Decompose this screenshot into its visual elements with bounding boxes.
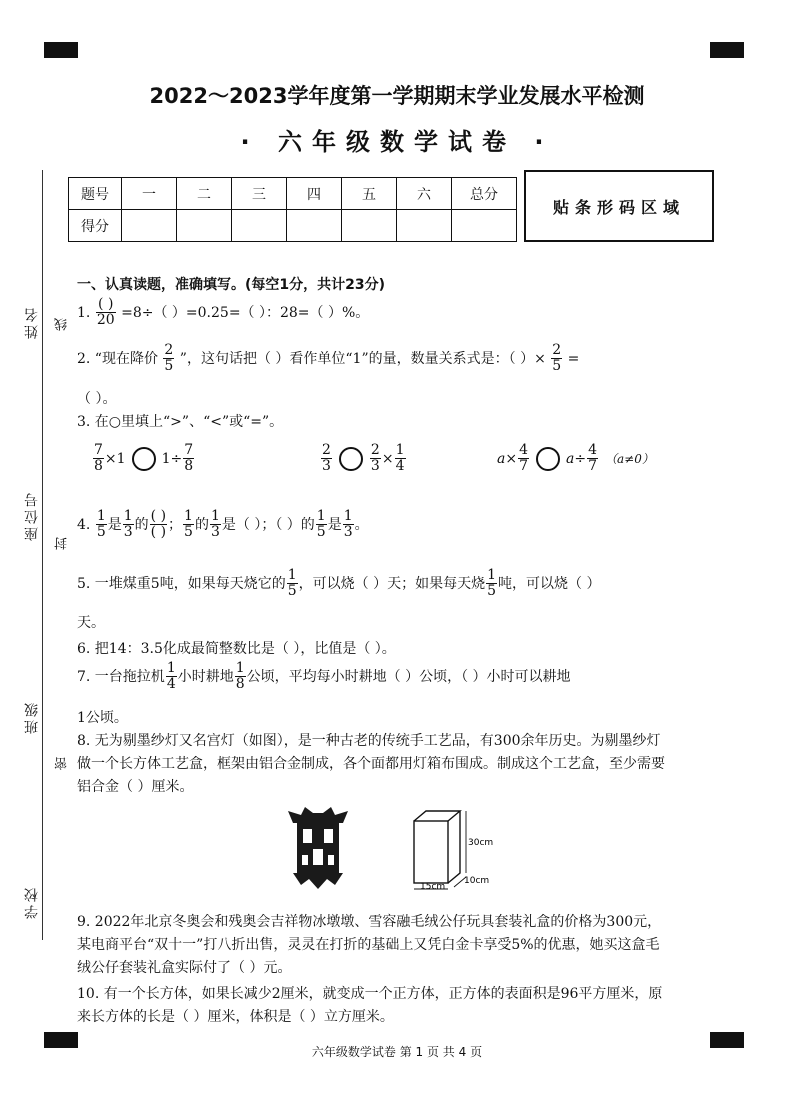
score-cell-blank[interactable] bbox=[397, 210, 452, 242]
q4-fraction bbox=[343, 509, 354, 541]
exam-title: 2022～2023学年度第一学期期末学业发展水平检测 bbox=[149, 84, 645, 108]
question-8-line-3: 铝合金（ ）厘米。 bbox=[77, 779, 194, 795]
fraction-numerator: 4 bbox=[588, 442, 597, 458]
fraction-denominator: 5 bbox=[184, 524, 193, 541]
fraction-numerator: 2 bbox=[552, 342, 562, 358]
q3-operator: a× bbox=[497, 450, 518, 467]
q2-fraction-1 bbox=[163, 343, 174, 375]
q4-fraction bbox=[210, 509, 221, 541]
score-cell-header: 三 bbox=[232, 178, 287, 210]
compare-circle[interactable] bbox=[132, 447, 156, 471]
question-10-line-2: 来长方体的长是（ ）厘米，体积是（ ）立方厘米。 bbox=[77, 1009, 394, 1025]
fraction-numerator: 1 bbox=[210, 508, 220, 524]
q3-operator: a÷ bbox=[566, 450, 587, 467]
score-table-header-row bbox=[69, 178, 517, 210]
question-5-cont: 天。 bbox=[77, 615, 105, 631]
q4-answer-fraction[interactable] bbox=[150, 509, 167, 541]
question-2 bbox=[77, 343, 579, 375]
q5-fraction-1 bbox=[287, 568, 298, 600]
q3-expression-2 bbox=[320, 443, 407, 475]
fraction-numerator: 1 bbox=[287, 567, 297, 583]
fraction-numerator: 1 bbox=[184, 508, 193, 524]
q5-fraction-2 bbox=[486, 568, 497, 600]
q3-fraction bbox=[395, 443, 406, 475]
fraction-numerator: 1 bbox=[316, 508, 326, 524]
score-cell-blank[interactable] bbox=[287, 210, 342, 242]
score-table bbox=[68, 177, 517, 242]
box-length-label: 15cm bbox=[420, 882, 446, 891]
q4-fraction bbox=[96, 509, 107, 541]
question-9-line-1: 9. 2022年北京冬奥会和残奥会吉祥物冰墩墩、雪容融毛绒公仔玩具套装礼盒的价格为300元， bbox=[77, 914, 662, 930]
side-mark-line: 线 bbox=[55, 318, 70, 331]
fraction-denominator: 20 bbox=[96, 312, 115, 329]
fraction-denominator: 8 bbox=[94, 458, 103, 475]
q1-text: =8÷（ ）=0.25=（ ）：28=（ ）%。 bbox=[121, 304, 370, 321]
side-label-seat: 座位号 bbox=[24, 490, 40, 541]
question-2-cont: （ ）。 bbox=[77, 391, 117, 407]
q4-text: 的 bbox=[194, 516, 209, 533]
q3-fraction bbox=[370, 443, 381, 475]
question-7 bbox=[77, 661, 571, 693]
box-width-label: 10cm bbox=[464, 876, 490, 886]
box-height-label: 30cm bbox=[468, 838, 494, 848]
lantern-image bbox=[283, 805, 353, 891]
score-cell-blank[interactable] bbox=[452, 210, 517, 242]
q5-text-a: 5. 一堆煤重5吨，如果每天烧它的 bbox=[77, 575, 286, 592]
q1-number: 1. bbox=[77, 304, 91, 321]
q3-operator: ×1 bbox=[104, 450, 126, 467]
question-10-line-1: 10. 有一个长方体，如果长减少2厘米，就变成一个正方体，正方体的表面积是96平方厘米，原 bbox=[77, 986, 663, 1002]
q4-fraction bbox=[316, 509, 327, 541]
q7-fraction-1 bbox=[166, 661, 177, 693]
q3-expression-3 bbox=[497, 443, 654, 475]
q5-text-b: ，可以烧（ ）天；如果每天烧 bbox=[298, 575, 486, 592]
fraction-numerator: 1 bbox=[166, 660, 176, 676]
score-cell-header: 二 bbox=[177, 178, 232, 210]
section-heading: 一、认真读题，准确填写。(每空1分，共计23分) bbox=[77, 277, 386, 293]
page-footer: 六年级数学试卷 第 1 页 共 4 页 bbox=[311, 1045, 483, 1059]
q3-operator: 1÷ bbox=[161, 450, 183, 467]
q1-fraction bbox=[96, 297, 116, 329]
q4-text: 是（ ）；（ ）的 bbox=[221, 516, 315, 533]
q3-fraction bbox=[183, 443, 194, 475]
score-row-label: 得分 bbox=[69, 210, 122, 242]
fraction-denominator: 5 bbox=[552, 358, 562, 375]
fraction-numerator: 1 bbox=[395, 442, 405, 458]
fraction-denominator: 3 bbox=[123, 524, 133, 541]
q3-condition: （a≠0） bbox=[605, 451, 654, 466]
fraction-numerator: 7 bbox=[94, 442, 103, 458]
side-label-school: 学校 bbox=[24, 885, 40, 919]
side-label-name: 姓名 bbox=[24, 305, 40, 339]
q4-text: 是 bbox=[107, 516, 122, 533]
q3-fraction bbox=[587, 443, 598, 475]
fraction-numerator: 1 bbox=[235, 660, 245, 676]
question-5 bbox=[77, 568, 600, 600]
score-cell-header: 五 bbox=[342, 178, 397, 210]
fraction-denominator: 4 bbox=[166, 676, 176, 693]
score-cell-header: 总分 bbox=[452, 178, 517, 210]
q7-fraction-2 bbox=[235, 661, 246, 693]
compare-circle[interactable] bbox=[339, 447, 363, 471]
fraction-denominator: 4 bbox=[395, 458, 405, 475]
q4-number: 4. bbox=[77, 516, 91, 533]
q2-text-b: ”，这句话把（ ）看作单位“1”的量，数量关系式是：（ ）× bbox=[179, 350, 546, 367]
exam-subtitle: · 六年级数学试卷 · bbox=[240, 128, 554, 156]
fraction-numerator: 1 bbox=[487, 567, 497, 583]
q5-text-c: 吨，可以烧（ ） bbox=[498, 575, 601, 592]
q3-fraction bbox=[93, 443, 104, 475]
q2-text-c: = bbox=[567, 350, 580, 367]
fraction-denominator: 3 bbox=[370, 458, 380, 475]
side-label-class: 班级 bbox=[24, 700, 40, 734]
question-1 bbox=[77, 297, 369, 329]
fraction-numerator[interactable]: ( ) bbox=[96, 297, 116, 313]
q4-fraction bbox=[123, 509, 134, 541]
fraction-denominator: 5 bbox=[316, 524, 326, 541]
fraction-numerator: 2 bbox=[370, 442, 380, 458]
side-mark-seal: 封 bbox=[55, 537, 70, 550]
question-6: 6. 把14：3.5化成最简整数比是（ ），比值是（ ）。 bbox=[77, 641, 396, 657]
fraction-numerator[interactable]: ( ) bbox=[150, 508, 167, 524]
score-cell-blank[interactable] bbox=[122, 210, 177, 242]
box-diagram bbox=[408, 805, 518, 891]
question-8-line-1: 8. 无为剔墨纱灯又名宫灯（如图），是一种古老的传统手工艺品，有300余年历史。为剔墨纱灯 bbox=[77, 733, 661, 749]
fraction-numerator: 1 bbox=[123, 508, 133, 524]
q7-text-a: 7. 一台拖拉机 bbox=[77, 668, 165, 685]
fraction-denominator: 7 bbox=[588, 458, 597, 475]
q4-text: 。 bbox=[354, 516, 369, 533]
registration-mark-top-right bbox=[710, 42, 744, 58]
question-4 bbox=[77, 509, 369, 541]
score-table-score-row bbox=[69, 210, 517, 242]
fraction-denominator: 8 bbox=[184, 458, 194, 475]
fraction-denominator: 3 bbox=[210, 524, 220, 541]
fraction-denominator: 5 bbox=[164, 358, 174, 375]
q2-fraction-2 bbox=[551, 343, 562, 375]
question-8-line-2: 做一个长方体工艺盒，框架由铝合金制成，各个面都用灯箱布围成。制成这个工艺盒，至少需要 bbox=[77, 756, 665, 772]
fraction-denominator: 7 bbox=[519, 458, 528, 475]
score-cell-blank[interactable] bbox=[232, 210, 287, 242]
fraction-denominator: 5 bbox=[287, 583, 297, 600]
q3-expression-1 bbox=[92, 443, 195, 475]
fraction-denominator: 5 bbox=[487, 583, 497, 600]
q3-fraction bbox=[321, 443, 332, 475]
q2-text-a: 2. “现在降价 bbox=[77, 350, 158, 367]
q4-text: 的 bbox=[134, 516, 149, 533]
fraction-numerator: 1 bbox=[96, 508, 106, 524]
binding-line bbox=[42, 170, 43, 940]
q7-text-b: 小时耕地 bbox=[177, 668, 234, 685]
q4-text: ； bbox=[168, 516, 183, 533]
q4-fraction bbox=[183, 509, 194, 541]
question-7-cont: 1公顷。 bbox=[77, 710, 128, 726]
score-cell-blank[interactable] bbox=[177, 210, 232, 242]
fraction-numerator: 1 bbox=[343, 508, 353, 524]
score-cell-header: 一 bbox=[122, 178, 177, 210]
fraction-numerator: 7 bbox=[184, 442, 194, 458]
fraction-denominator: 8 bbox=[235, 676, 245, 693]
score-cell-header: 四 bbox=[287, 178, 342, 210]
fraction-denominator: 5 bbox=[96, 524, 106, 541]
fraction-denominator: 3 bbox=[322, 458, 331, 475]
score-cell-header: 六 bbox=[397, 178, 452, 210]
fraction-denominator: 3 bbox=[343, 524, 353, 541]
fraction-numerator: 4 bbox=[519, 442, 528, 458]
fraction-denominator[interactable]: ( ) bbox=[150, 524, 167, 541]
question-9-line-3: 绒公仔套装礼盒实际付了（ ）元。 bbox=[77, 960, 292, 976]
fraction-numerator: 2 bbox=[164, 342, 174, 358]
q3-fraction bbox=[518, 443, 529, 475]
compare-circle[interactable] bbox=[536, 447, 560, 471]
question-9-line-2: 某电商平台“双十一”打八折出售，灵灵在打折的基础上又凭白金卡享受5%的优惠，她买这盒毛 bbox=[77, 937, 660, 953]
q3-operator: × bbox=[381, 450, 394, 467]
side-mark-close: 密 bbox=[55, 757, 70, 770]
question-3: 3. 在○里填上“>”、“<”或“=”。 bbox=[77, 414, 284, 430]
barcode-area: 贴条形码区域 bbox=[524, 170, 714, 242]
score-cell-blank[interactable] bbox=[342, 210, 397, 242]
q4-text: 是 bbox=[327, 516, 342, 533]
score-cell-header: 题号 bbox=[69, 178, 122, 210]
q7-text-c: 公顷，平均每小时耕地（ ）公顷，（ ）小时可以耕地 bbox=[246, 668, 571, 685]
fraction-numerator: 2 bbox=[322, 442, 331, 458]
registration-mark-top-left bbox=[44, 42, 78, 58]
